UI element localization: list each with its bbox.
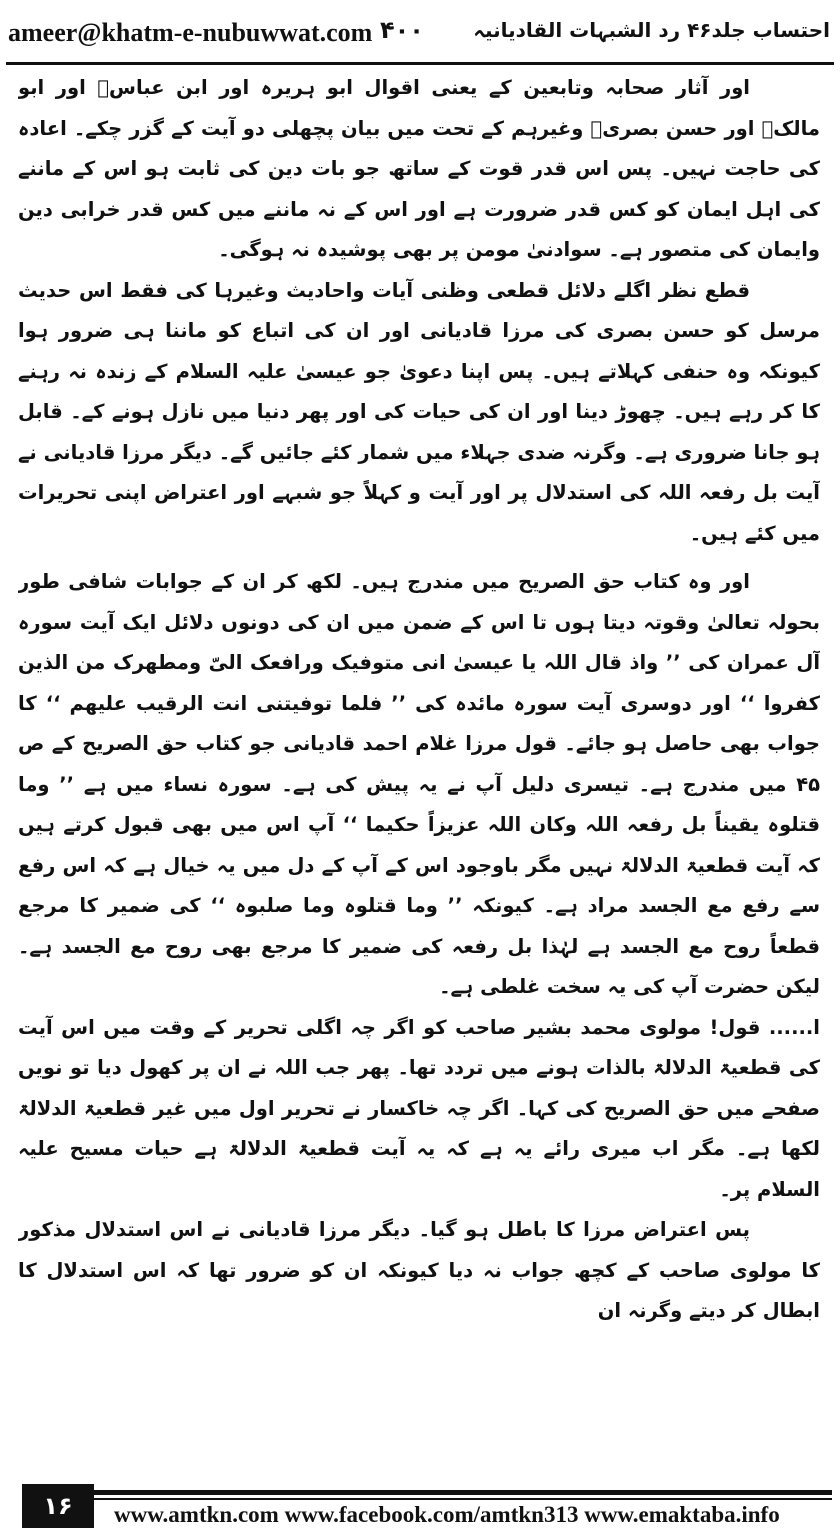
- header-divider: [6, 62, 834, 65]
- header-running-title: احتساب جلد۴۶ رد الشبہات القادیانیہ: [473, 18, 830, 42]
- paragraph-3: اور وہ کتاب حق الصریح میں مندرج ہیں۔ لکھ کر ان کے جوابات شافی طور بحولہ تعالیٰ وقوتہ دیتا ہوں تا اس کے ضمن میں ان کی دونوں دلائل ایک آیت سورہ آل عمران کی ’’ واذ قال اللہ یا عیسیٰ انی متوفیک ورافعک الیّ ومطھرک من الذین کفروا ‘‘ اور دوسری آیت سورہ مائدہ کی ’’ فلما توفیتنی انت الرقیب علیھم ‘‘ کا جواب بھی حاصل ہو جائے۔ قول مرزا غلام احمد قادیانی جو کتاب حق الصریح کے ص ۴۵ میں مندرج ہے۔ تیسری دلیل آپ نے یہ پیش کی ہے۔ سورہ نساء میں ہے ’’ وما قتلوہ یقیناً بل رفعہ اللہ وکان اللہ عزیزاً حکیما ‘‘ آپ اس میں بھی قبول کرتے ہیں کہ آیت قطعیۃ الدلالۃ نہیں مگر باوجود اس کے آپ کے دل میں یہ خیال ہے کہ اس رفع سے رفع مع الجسد مراد ہے۔ کیونکہ ’’ وما قتلوہ وما صلبوہ ‘‘ کی ضمیر کا مرجع قطعاً روح مع الجسد ہے لہٰذا بل رفعہ کی ضمیر کا مرجع بھی روح مع الجسد ہے۔ لیکن حضرت آپ کی یہ سخت غلطی ہے۔: [18, 570, 820, 998]
- footer-divider-thick: [94, 1490, 832, 1495]
- paragraph-5: پس اعتراض مرزا کا باطل ہو گیا۔ دیگر مرزا قادیانی نے اس استدلال مذکور کا مولوی صاحب کے کچھ جواب نہ دیا کیونکہ ان کو ضرور تھا کہ اس استدلال کا ابطال کر دیتے وگرنہ ان: [18, 1218, 820, 1322]
- footer-links: www.amtkn.com www.facebook.com/amtkn313 www.emaktaba.info: [114, 1502, 780, 1527]
- header-email: ameer@khatm-e-nubuwwat.com: [8, 18, 373, 47]
- paragraph-2: قطع نظر اگلے دلائل قطعی وظنی آیات واحادیث وغیرہا کی فقط اس حدیث مرسل کو حسن بصری کی مرزا قادیانی اور ان کی اتباع کو ماننا ہی ضرور ہوا کیونکہ وہ حنفی کہلاتے ہیں۔ پس اپنا دعویٰ جو عیسیٰ علیہ السلام کے زندہ نہ رہنے کا کر رہے ہیں۔ چھوڑ دینا اور ان کی حیات کی اور پھر دنیا میں نازل ہونے کے۔ قابل ہو جانا ضروری ہے۔ وگرنہ ضدی جہلاء میں شمار کئے جائیں گے۔ دیگر مرزا قادیانی نے آیت بل رفعہ اللہ کی استدلال پر اور آیت و کہلاً جو شبہے اور اعتراض اپنی تحریرات میں کئے ہیں۔: [18, 278, 820, 545]
- footer-divider-thin: [94, 1498, 832, 1500]
- page-header: [0, 0, 840, 70]
- page-body: [18, 68, 820, 1458]
- header-page-number: ۴۰۰: [380, 16, 424, 44]
- footer-page-number: ۱۶: [22, 1484, 94, 1528]
- paragraph-4: ا...... قول! مولوی محمد بشیر صاحب کو اگر چہ اگلی تحریر کے وقت میں اس آیت کی قطعیۃ الدلالۃ بالذات ہونے میں تردد تھا۔ پھر جب اللہ نے ان پر کھول دیا تو نویں صفحے میں حق الصریح کی کہا۔ اگر چہ خاکسار نے تحریر اول میں غیر قطعیۃ الدلالۃ لکھا ہے۔ مگر اب میری رائے یہ ہے کہ یہ آیت قطعیۃ الدلالۃ ہے حیات مسیح علیہ السلام پر۔: [18, 1015, 820, 1201]
- page-footer: [0, 1484, 840, 1540]
- paragraph-1: اور آثار صحابہ وتابعین کے یعنی اقوال ابو ہریرہ اور ابن عباسؓ اور ابو مالکؒ اور حسن بصریؒ وغیرہم کے تحت میں بیان پچھلی دو آیت کے گزر چکے۔ اعادہ کی حاجت نہیں۔ پس اس قدر قوت کے ساتھ جو بات دین کی ثابت ہو اس کے ماننے کی اہل ایمان کو کس قدر ضرورت ہے اور اس کے نہ ماننے میں کس قدر خرابی دین وایمان کی متصور ہے۔ سوادنیٰ مومن پر بھی پوشیدہ نہ ہوگی۔: [18, 76, 820, 261]
